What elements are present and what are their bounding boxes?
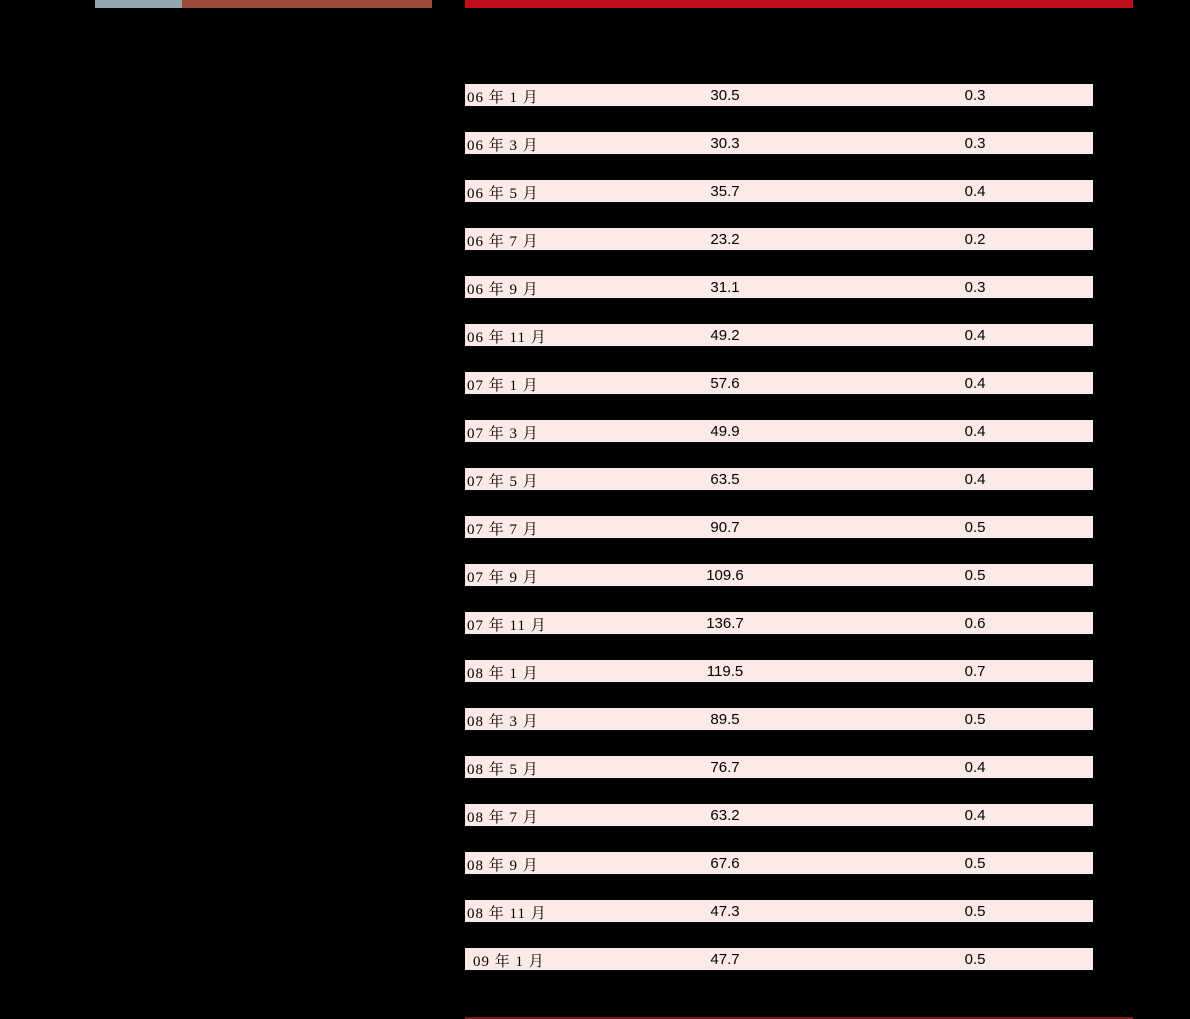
row-value-1: 49.2 (710, 327, 740, 344)
row-label: 08 年 7 月 (467, 810, 539, 826)
row-label: 07 年 11 月 (467, 618, 547, 634)
row-value-2: 0.4 (964, 807, 986, 824)
row-value-1: 31.1 (710, 279, 740, 296)
row-label: 06 年 11 月 (467, 330, 547, 346)
row-label: 08 年 3 月 (467, 714, 539, 730)
table-row (465, 200, 1093, 248)
table-row (465, 344, 1093, 392)
data-table (465, 56, 1093, 968)
row-value-1: 47.7 (710, 951, 740, 968)
row-value-2: 0.4 (964, 471, 986, 488)
row-value-1: 63.5 (710, 471, 740, 488)
row-value-1: 35.7 (710, 183, 740, 200)
header-accent-bar (465, 0, 1133, 8)
row-value-2: 0.4 (964, 423, 986, 440)
row-value-2: 0.3 (964, 279, 986, 296)
row-value-2: 0.6 (964, 615, 986, 632)
row-value-1: 30.5 (710, 87, 740, 104)
row-value-1: 90.7 (710, 519, 740, 536)
row-value-1: 49.9 (710, 423, 740, 440)
row-label: 07 年 9 月 (467, 570, 539, 586)
row-value-1: 63.2 (710, 807, 740, 824)
table-row (465, 872, 1093, 920)
row-value-1: 136.7 (706, 615, 744, 632)
table-row (465, 584, 1093, 632)
row-label: 09 年 1 月 (473, 954, 545, 970)
row-value-1: 23.2 (710, 231, 740, 248)
table-row (465, 56, 1093, 104)
table-row (465, 488, 1093, 536)
row-label: 07 年 3 月 (467, 426, 539, 442)
row-value-1: 76.7 (710, 759, 740, 776)
row-value-2: 0.4 (964, 759, 986, 776)
row-label: 06 年 7 月 (467, 234, 539, 250)
row-value-1: 30.3 (710, 135, 740, 152)
row-label: 07 年 1 月 (467, 378, 539, 394)
table-row (465, 248, 1093, 296)
table-row (465, 440, 1093, 488)
table-row (465, 392, 1093, 440)
row-value-1: 109.6 (706, 567, 744, 584)
row-label: 08 年 9 月 (467, 858, 539, 874)
row-value-2: 0.4 (964, 375, 986, 392)
row-value-2: 0.4 (964, 183, 986, 200)
row-value-2: 0.5 (964, 519, 986, 536)
row-value-2: 0.4 (964, 327, 986, 344)
row-label: 06 年 5 月 (467, 186, 539, 202)
row-label: 06 年 3 月 (467, 138, 539, 154)
row-value-2: 0.5 (964, 951, 986, 968)
legend-swatch-brown (182, 0, 432, 8)
row-value-1: 57.6 (710, 375, 740, 392)
row-value-2: 0.3 (964, 87, 986, 104)
table-row (465, 536, 1093, 584)
row-label: 08 年 11 月 (467, 906, 547, 922)
row-label: 06 年 1 月 (467, 90, 539, 106)
table-row (465, 920, 1093, 968)
row-label: 06 年 9 月 (467, 282, 539, 298)
row-value-1: 47.3 (710, 903, 740, 920)
table-row (465, 632, 1093, 680)
row-label: 08 年 1 月 (467, 666, 539, 682)
row-value-2: 0.5 (964, 903, 986, 920)
row-value-2: 0.5 (964, 711, 986, 728)
row-label: 08 年 5 月 (467, 762, 539, 778)
table-row (465, 152, 1093, 200)
row-value-1: 119.5 (706, 663, 744, 680)
legend-color-bar-left (95, 0, 432, 8)
row-label: 07 年 7 月 (467, 522, 539, 538)
table-row (465, 680, 1093, 728)
row-value-1: 89.5 (710, 711, 740, 728)
row-value-2: 0.3 (964, 135, 986, 152)
row-value-1: 67.6 (710, 855, 740, 872)
table-row (465, 728, 1093, 776)
table-row (465, 104, 1093, 152)
table-row (465, 824, 1093, 872)
table-row (465, 296, 1093, 344)
row-value-2: 0.2 (964, 231, 986, 248)
row-label: 07 年 5 月 (467, 474, 539, 490)
table-row (465, 776, 1093, 824)
legend-swatch-gray (95, 0, 182, 8)
row-value-2: 0.7 (964, 663, 986, 680)
row-value-2: 0.5 (964, 567, 986, 584)
row-value-2: 0.5 (964, 855, 986, 872)
